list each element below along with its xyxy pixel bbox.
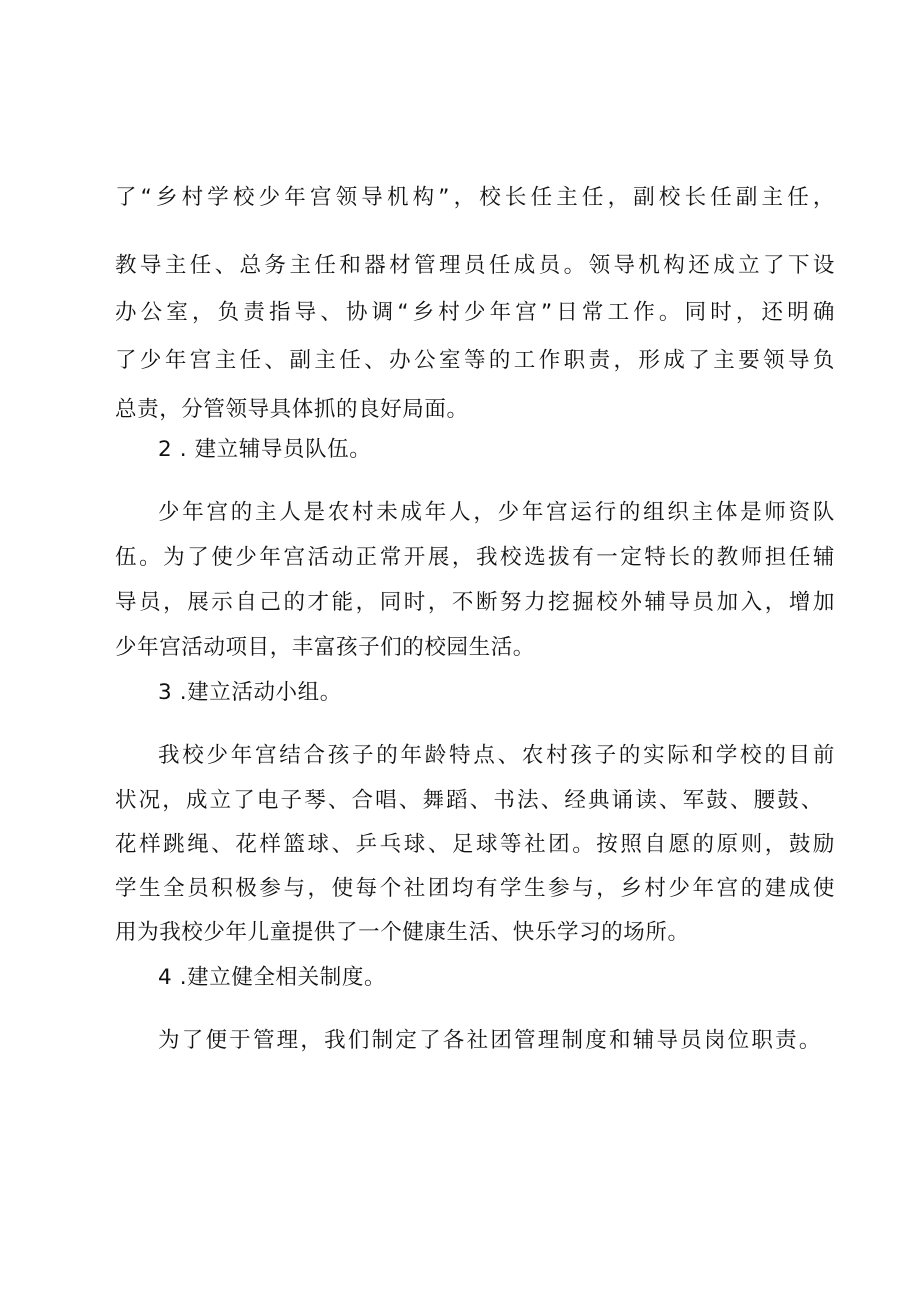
paragraph-line: 为了便于管理，我们制定了各社团管理制度和辅导员岗位职责。 (158, 1028, 821, 1053)
section-heading-3: 3 .建立活动小组。 (158, 680, 342, 705)
paragraph-line: 我校少年宫结合孩子的年龄特点、农村孩子的实际和学校的目前 (158, 743, 835, 768)
paragraph-line: 用为我校少年儿童提供了一个健康生活、快乐学习的场所。 (115, 920, 690, 945)
paragraph-line: 状况，成立了电子琴、合唱、舞蹈、书法、经典诵读、军鼓、腰鼓、 (115, 788, 823, 813)
paragraph-line: 教导主任、总务主任和器材管理员任成员。领导机构还成立了下设 (115, 253, 835, 278)
paragraph-line: 学生全员积极参与，使每个社团均有学生参与，乡村少年宫的建成使 (115, 876, 835, 901)
paragraph-line: 少年宫的主人是农村未成年人，少年宫运行的组织主体是师资队 (158, 500, 835, 525)
section-heading-2: 2 . 建立辅导员队伍。 (158, 437, 372, 462)
section-heading-4: 4 .建立健全相关制度。 (158, 965, 387, 990)
paragraph-line: 伍。为了使少年宫活动正常开展，我校选拔有一定特长的教师担任辅 (115, 545, 835, 570)
paragraph-line: 导员，展示自己的才能，同时，不断努力挖掘校外辅导员加入，增加 (115, 590, 835, 615)
paragraph-line: 花样跳绳、花样篮球、乒乓球、足球等社团。按照自愿的原则，鼓励 (115, 832, 835, 857)
paragraph-line: 少年宫活动项目，丰富孩子们的校园生活。 (115, 635, 535, 660)
paragraph-line: 了“乡村学校少年宫领导机构”，校长任主任，副校长任副主任， (115, 185, 835, 210)
paragraph-line: 了少年宫主任、副主任、办公室等的工作职责，形成了主要领导负 (115, 348, 835, 373)
paragraph-line: 办公室，负责指导、协调“乡村少年宫”日常工作。同时，还明确 (115, 300, 835, 325)
paragraph-line: 总责，分管领导具体抓的良好局面。 (115, 397, 469, 422)
